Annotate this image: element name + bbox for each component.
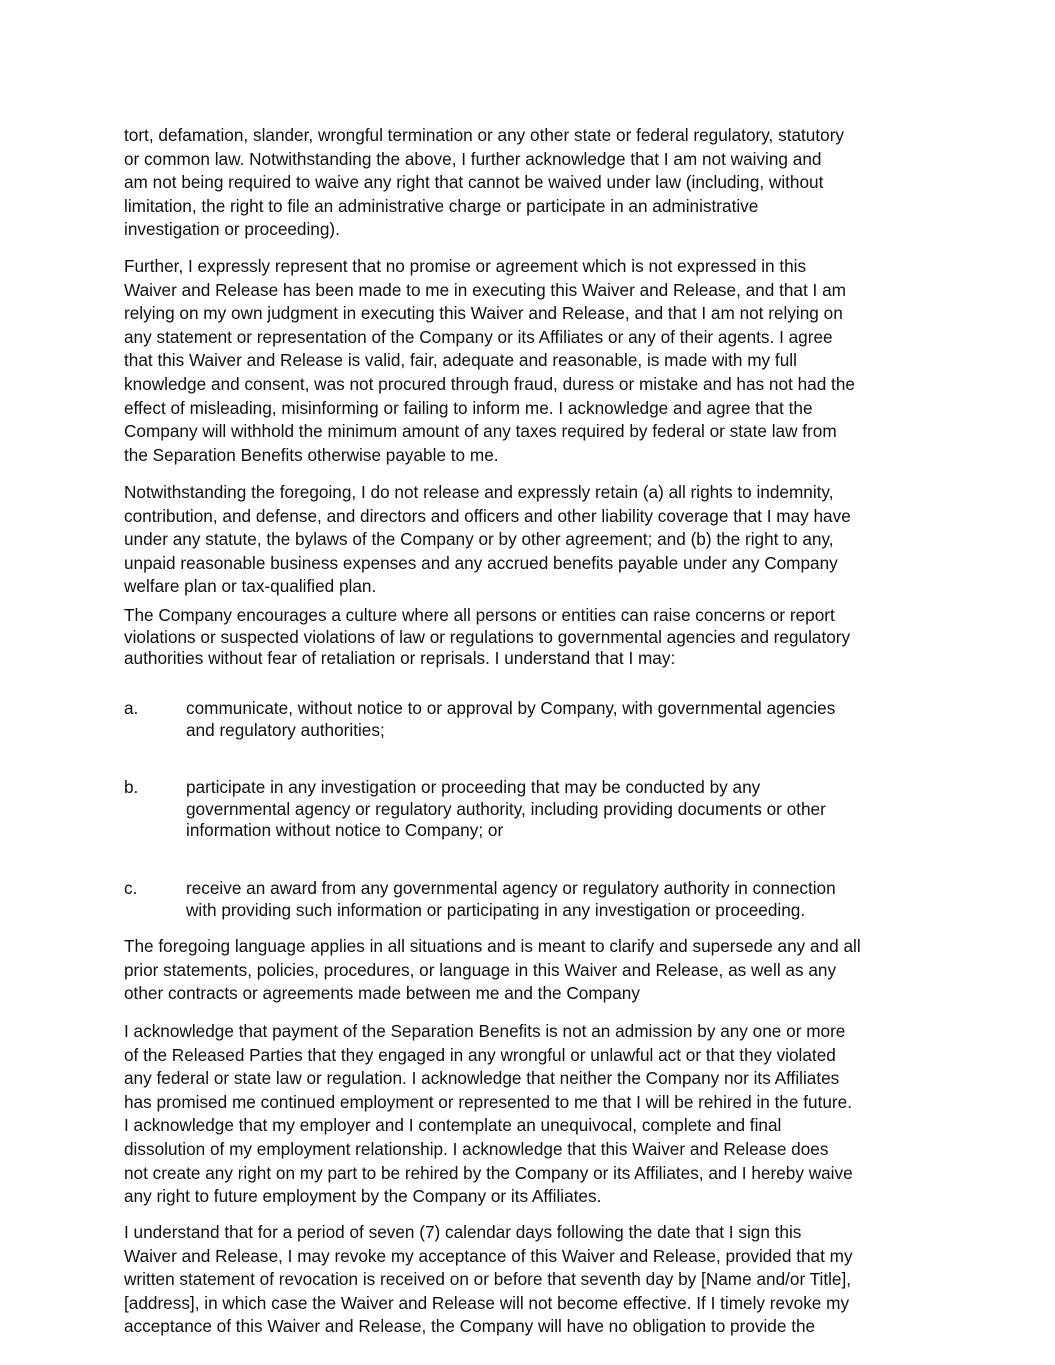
- text-line: Notwithstanding the foregoing, I do not release and expressly retain (a) all rights to indemnity,: [124, 482, 834, 502]
- text-line: knowledge and consent, was not procured through fraud, duress or mistake and has not had the: [124, 373, 855, 394]
- text-line: not create any right on my part to be rehired by the Company or its Affiliates, and I hereby waive: [124, 1162, 853, 1183]
- text-line: [address], in which case the Waiver and Release will not become effective. If I timely revoke my: [124, 1292, 850, 1313]
- text-line: welfare plan or tax-qualified plan.: [124, 576, 377, 597]
- text-line: investigation or proceeding).: [124, 219, 340, 240]
- text-line: The foregoing language applies in all situations and is meant to clarify and supersede any and all: [124, 936, 861, 956]
- text-line: other contracts or agreements made between me and the Company: [124, 983, 640, 1004]
- text-line: any right to future employment by the Company or its Affiliates.: [124, 1186, 602, 1207]
- text-line: information without notice to Company; or: [186, 820, 504, 840]
- text-line: or common law. Notwithstanding the above, I further acknowledge that I am not waiving and: [124, 148, 822, 169]
- text-line: The Company encourages a culture where all persons or entities can raise concerns or report: [124, 605, 835, 625]
- text-line: written statement of revocation is received on or before that seventh day by [Name and/or Title],: [124, 1269, 852, 1290]
- text-line: under any statute, the bylaws of the Company or by other agreement; and (b) the right to any,: [124, 529, 834, 550]
- text-line: limitation, the right to file an administrative charge or participate in an administrative: [124, 195, 759, 216]
- text-line: I understand that for a period of seven (7) calendar days following the date that I sign this: [124, 1222, 802, 1242]
- text-line: Company will withhold the minimum amount of any taxes required by federal or state law from: [124, 421, 837, 442]
- text-line: receive an award from any governmental agency or regulatory authority in connection: [186, 878, 836, 898]
- list-item-text: [186, 878, 836, 921]
- text-line: communicate, without notice to or approval by Company, with governmental agencies: [186, 698, 836, 718]
- paragraph-rights-not-waived: [124, 124, 954, 242]
- paragraph-whistleblower-intro: [124, 605, 954, 670]
- text-line: authorities without fear of retaliation or reprisals. I understand that I may:: [124, 648, 676, 668]
- text-line: relying on my own judgment in executing this Waiver and Release, and that I am not relying on: [124, 303, 843, 324]
- text-line: Waiver and Release, I may revoke my acceptance of this Waiver and Release, provided that my: [124, 1245, 853, 1266]
- text-line: Waiver and Release has been made to me in executing this Waiver and Release, and that I am: [124, 279, 846, 300]
- text-line: unpaid reasonable business expenses and any accrued benefits payable under any Company: [124, 552, 838, 573]
- text-line: that this Waiver and Release is valid, fair, adequate and reasonable, is made with my full: [124, 350, 797, 371]
- text-line: violations or suspected violations of law or regulations to governmental agencies and regulatory: [124, 626, 851, 647]
- text-line: contribution, and defense, and directors and officers and other liability coverage that I may have: [124, 505, 851, 526]
- paragraph-representations: [124, 255, 954, 467]
- text-line: I acknowledge that my employer and I contemplate an unequivocal, complete and final: [124, 1115, 782, 1136]
- text-line: any statement or representation of the Company or its Affiliates or any of their agents. I agree: [124, 326, 833, 347]
- text-line: participate in any investigation or proceeding that may be conducted by any: [186, 777, 761, 797]
- text-line: effect of misleading, misinforming or failing to inform me. I acknowledge and agree that the: [124, 397, 813, 418]
- list-item-text: [186, 777, 826, 842]
- list-marker: b.: [124, 777, 139, 797]
- text-line: Further, I expressly represent that no promise or agreement which is not expressed in this: [124, 256, 807, 276]
- text-line: dissolution of my employment relationship. I acknowledge that this Waiver and Release does: [124, 1138, 829, 1159]
- paragraph-retained-rights: [124, 481, 954, 599]
- text-line: with providing such information or participating in any investigation or proceeding.: [186, 899, 806, 920]
- text-line: the Separation Benefits otherwise payable to me.: [124, 444, 499, 465]
- text-line: I acknowledge that payment of the Separation Benefits is not an admission by any one or more: [124, 1021, 846, 1041]
- text-line: any federal or state law or regulation. I acknowledge that neither the Company nor its Affiliates: [124, 1068, 840, 1089]
- list-item-text: [186, 698, 835, 741]
- paragraph-revocation-period: [124, 1221, 954, 1339]
- text-line: governmental agency or regulatory authority, including providing documents or other: [186, 798, 826, 819]
- text-line: acceptance of this Waiver and Release, the Company will have no obligation to provide the: [124, 1316, 816, 1337]
- text-line: am not being required to waive any right that cannot be waived under law (including, without: [124, 172, 824, 193]
- text-line: prior statements, policies, procedures, or language in this Waiver and Release, as well as any: [124, 959, 837, 980]
- text-line: tort, defamation, slander, wrongful termination or any other state or federal regulatory, statutory: [124, 125, 845, 145]
- paragraph-no-admission: [124, 1020, 954, 1209]
- text-line: has promised me continued employment or represented to me that I will be rehired in the future.: [124, 1091, 852, 1112]
- text-line: and regulatory authorities;: [186, 719, 385, 740]
- list-marker: a.: [124, 698, 139, 718]
- list-marker: c.: [124, 878, 138, 898]
- text-line: of the Released Parties that they engaged in any wrongful or unlawful act or that they violated: [124, 1044, 836, 1065]
- paragraph-supersede: [124, 935, 954, 1006]
